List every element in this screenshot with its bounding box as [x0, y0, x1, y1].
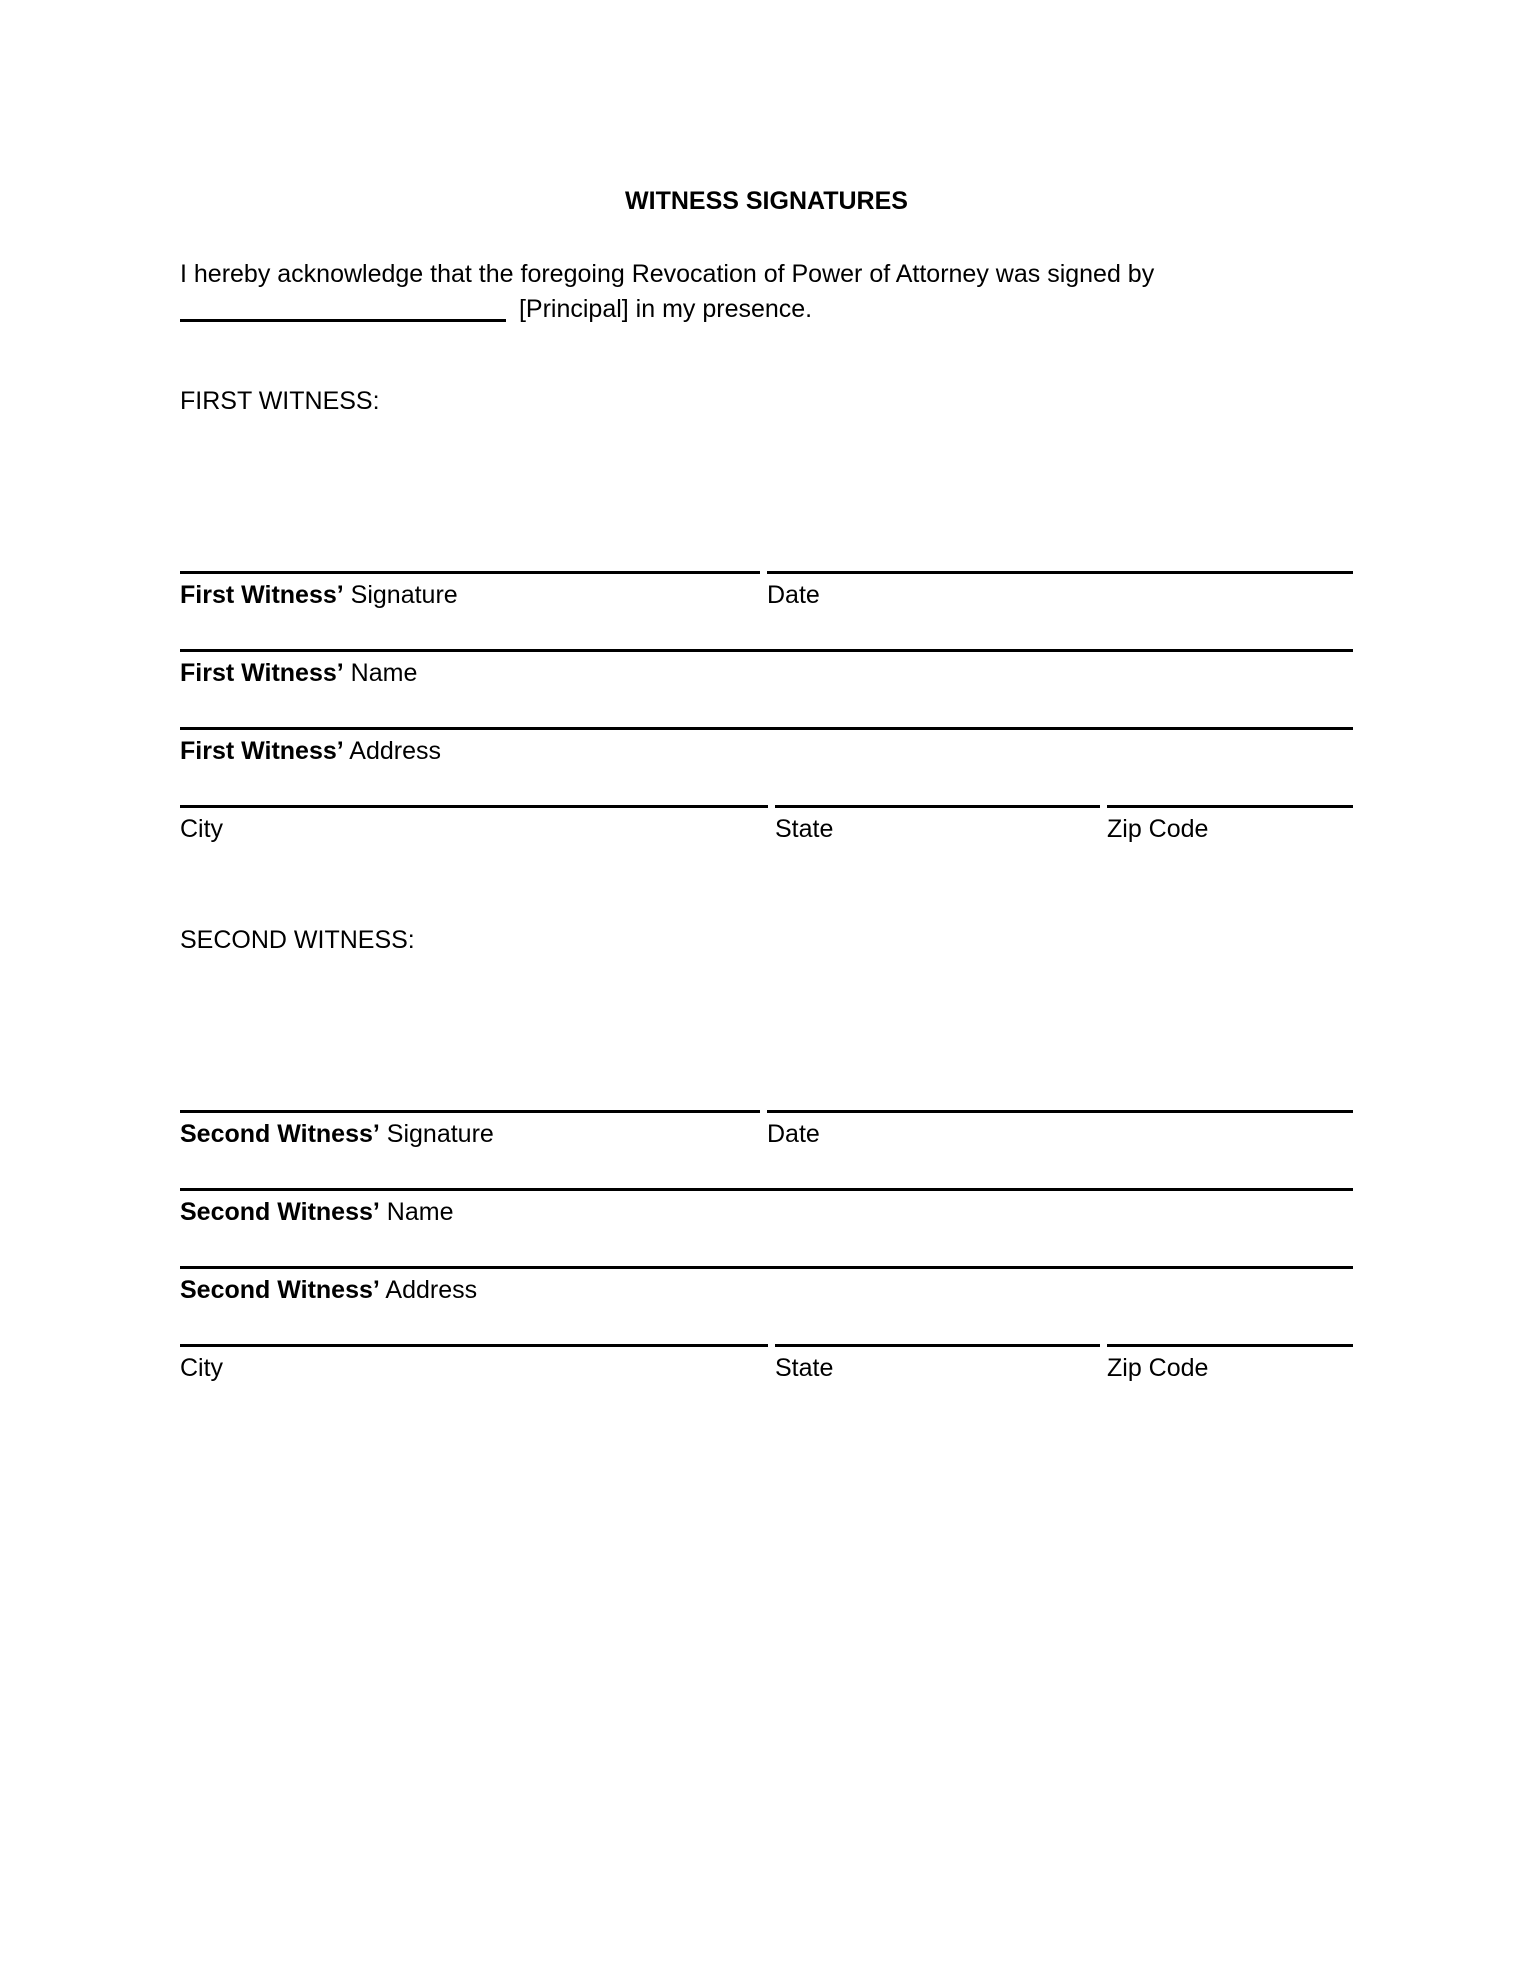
first-witness-address-field — [180, 727, 1353, 765]
first-witness-zip-label: Zip Code — [1107, 815, 1209, 843]
name-label-text: Name — [386, 1198, 454, 1226]
intro-paragraph — [180, 257, 1353, 327]
first-witness-date-label: Date — [767, 581, 820, 609]
second-witness-signature-field — [180, 1110, 760, 1148]
second-witness-name-label — [180, 1199, 1353, 1226]
first-witness-signature-field — [180, 571, 760, 609]
second-witness-state-field — [775, 1344, 1100, 1382]
first-witness-zip-field — [1107, 805, 1353, 843]
second-witness-zip-field — [1107, 1344, 1353, 1382]
second-witness-date-field — [767, 1110, 1353, 1148]
second-witness-signature-date-row — [180, 1110, 1353, 1148]
first-witness-possessive: First Witness’ — [180, 659, 344, 687]
second-witness-address-field — [180, 1266, 1353, 1304]
first-witness-city-label: City — [180, 815, 224, 843]
first-witness-heading: FIRST WITNESS: — [180, 387, 380, 415]
second-witness-possessive: Second Witness’ — [180, 1198, 380, 1226]
signature-label-text: Signature — [386, 1120, 494, 1148]
first-witness-section — [180, 386, 1353, 843]
name-label-text: Name — [350, 659, 418, 687]
principal-blank-line — [180, 301, 506, 322]
first-witness-address-label — [180, 738, 1353, 765]
second-witness-signature-label — [180, 1121, 760, 1148]
first-witness-signature-label — [180, 582, 760, 609]
second-witness-date-label: Date — [767, 1120, 820, 1148]
second-witness-state-label: State — [775, 1354, 834, 1382]
first-witness-name-row — [180, 649, 1353, 687]
signature-label-text: Signature — [350, 581, 458, 609]
first-witness-signature-date-row — [180, 571, 1353, 609]
first-witness-name-label — [180, 660, 1353, 687]
second-witness-possessive: Second Witness’ — [180, 1120, 380, 1148]
second-witness-name-field — [180, 1188, 1353, 1226]
intro-text-after-blank: [Principal] in my presence. — [518, 295, 813, 323]
first-witness-state-field — [775, 805, 1100, 843]
second-witness-city-field — [180, 1344, 768, 1382]
address-label-text: Address — [349, 737, 441, 765]
second-witness-section — [180, 925, 1353, 1382]
second-witness-address-label — [180, 1277, 1353, 1304]
first-witness-name-field — [180, 649, 1353, 687]
second-witness-name-row — [180, 1188, 1353, 1226]
first-witness-possessive: First Witness’ — [180, 581, 344, 609]
first-witness-possessive: First Witness’ — [180, 737, 344, 765]
first-witness-date-field — [767, 571, 1353, 609]
first-witness-city-field — [180, 805, 768, 843]
second-witness-zip-label: Zip Code — [1107, 1354, 1209, 1382]
second-witness-heading: SECOND WITNESS: — [180, 926, 415, 954]
first-witness-address-row — [180, 727, 1353, 765]
second-witness-city-label: City — [180, 1354, 224, 1382]
second-witness-possessive: Second Witness’ — [180, 1276, 380, 1304]
second-witness-city-state-zip-row — [180, 1344, 1353, 1382]
first-witness-state-label: State — [775, 815, 834, 843]
page-title: WITNESS SIGNATURES — [625, 187, 908, 215]
address-label-text: Address — [385, 1276, 478, 1304]
first-witness-city-state-zip-row — [180, 805, 1353, 843]
second-witness-address-row — [180, 1266, 1353, 1304]
intro-text-before-blank: I hereby acknowledge that the foregoing Revocation of Power of Attorney was signed by — [180, 260, 1155, 288]
